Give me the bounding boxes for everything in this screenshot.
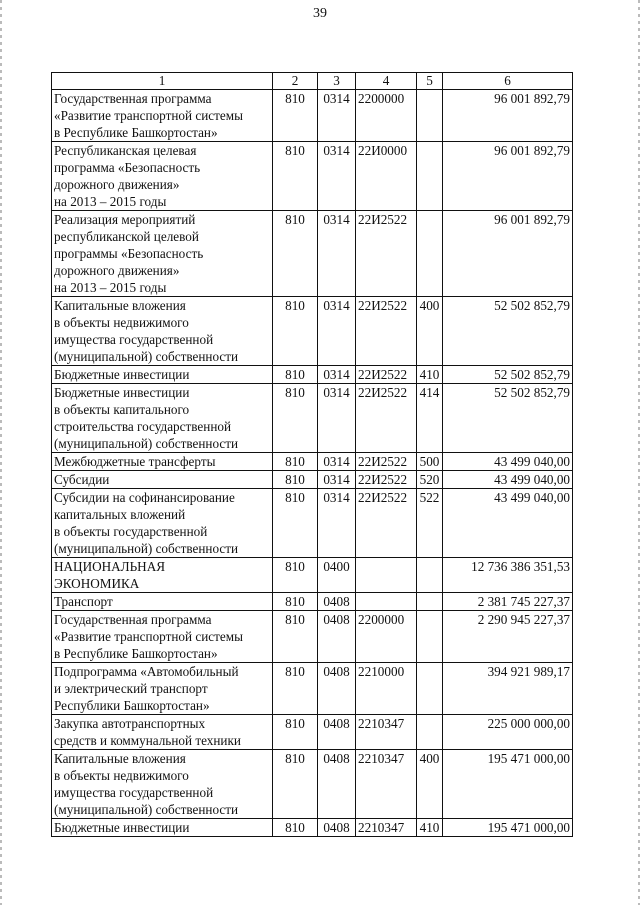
row-name-line: имущества государственной (54, 785, 214, 800)
row-name (52, 142, 273, 211)
col-6-amount: 43 499 040,00 (443, 453, 573, 471)
col-2-code: 810 (273, 558, 318, 593)
col-4-target (356, 558, 417, 593)
col-6-amount: 12 736 386 351,53 (443, 558, 573, 593)
col-5-type: 520 (417, 471, 443, 489)
table-row (52, 366, 573, 384)
row-name-line: в объекты недвижимого (54, 315, 189, 330)
col-2-code: 810 (273, 366, 318, 384)
col-6-amount: 96 001 892,79 (443, 211, 573, 297)
col-5-type: 400 (417, 750, 443, 819)
row-name-line: на 2013 – 2015 годы (54, 280, 167, 295)
col-4-target: 22И2522 (356, 453, 417, 471)
col-5-type: 414 (417, 384, 443, 453)
col-5-type (417, 90, 443, 142)
col-5-type (417, 142, 443, 211)
col-3-section: 0314 (318, 366, 356, 384)
row-name (52, 90, 273, 142)
row-name-line: в Республике Башкортостан» (54, 646, 218, 661)
col-5-type (417, 558, 443, 593)
col-4-target: 2210347 (356, 750, 417, 819)
row-name (52, 453, 273, 471)
col-3-section: 0314 (318, 90, 356, 142)
row-name-line: капитальных вложений (54, 507, 186, 522)
col-3-section: 0408 (318, 593, 356, 611)
row-name-line: республиканской целевой (54, 229, 199, 244)
row-name-line: Закупка автотранспортных (54, 716, 206, 731)
table-row (52, 750, 573, 819)
row-name-line: Подпрограмма «Автомобильный (54, 664, 239, 679)
row-name (52, 715, 273, 750)
header-col-6: 6 (443, 73, 573, 90)
col-6-amount: 43 499 040,00 (443, 471, 573, 489)
col-2-code: 810 (273, 715, 318, 750)
left-scan-edge (0, 0, 2, 905)
row-name-line: в объекты государственной (54, 524, 208, 539)
table-row (52, 611, 573, 663)
row-name-line: Государственная программа (54, 91, 212, 106)
table-row (52, 453, 573, 471)
header-col-4: 4 (356, 73, 417, 90)
col-4-target: 22И0000 (356, 142, 417, 211)
col-5-type (417, 593, 443, 611)
row-name-line: на 2013 – 2015 годы (54, 194, 167, 209)
row-name-line: ЭКОНОМИКА (54, 576, 140, 591)
col-4-target: 2210347 (356, 819, 417, 837)
header-col-5: 5 (417, 73, 443, 90)
row-name (52, 366, 273, 384)
table-row (52, 142, 573, 211)
row-name-line: в Республике Башкортостан» (54, 125, 218, 140)
col-5-type (417, 611, 443, 663)
table-row (52, 715, 573, 750)
row-name (52, 211, 273, 297)
col-3-section: 0408 (318, 663, 356, 715)
col-5-type (417, 715, 443, 750)
col-4-target: 22И2522 (356, 366, 417, 384)
table-body (52, 90, 573, 837)
row-name-line: (муниципальной) собственности (54, 349, 239, 364)
col-6-amount: 2 290 945 227,37 (443, 611, 573, 663)
row-name-line: Межбюджетные трансферты (54, 454, 216, 469)
table-row (52, 297, 573, 366)
row-name-line: Капитальные вложения (54, 751, 186, 766)
col-6-amount: 195 471 000,00 (443, 819, 573, 837)
row-name (52, 558, 273, 593)
col-5-type: 410 (417, 366, 443, 384)
col-3-section: 0314 (318, 211, 356, 297)
row-name (52, 663, 273, 715)
row-name-line: программы «Безопасность (54, 246, 204, 261)
col-4-target: 22И2522 (356, 384, 417, 453)
table-row (52, 819, 573, 837)
col-2-code: 810 (273, 90, 318, 142)
table-row (52, 384, 573, 453)
col-6-amount: 2 381 745 227,37 (443, 593, 573, 611)
col-6-amount: 394 921 989,17 (443, 663, 573, 715)
row-name (52, 819, 273, 837)
col-6-amount: 195 471 000,00 (443, 750, 573, 819)
row-name-line: (муниципальной) собственности (54, 436, 239, 451)
col-3-section: 0408 (318, 819, 356, 837)
col-6-amount: 52 502 852,79 (443, 384, 573, 453)
col-3-section: 0314 (318, 297, 356, 366)
col-3-section: 0314 (318, 142, 356, 211)
table-row (52, 90, 573, 142)
col-4-target: 2200000 (356, 611, 417, 663)
col-2-code: 810 (273, 750, 318, 819)
row-name-line: дорожного движения» (54, 263, 180, 278)
col-4-target: 22И2522 (356, 489, 417, 558)
col-2-code: 810 (273, 211, 318, 297)
row-name (52, 384, 273, 453)
col-3-section: 0408 (318, 750, 356, 819)
col-6-amount: 52 502 852,79 (443, 366, 573, 384)
table-row (52, 211, 573, 297)
row-name-line: «Развитие транспортной системы (54, 629, 243, 644)
header-col-1: 1 (52, 73, 273, 90)
row-name-line: (муниципальной) собственности (54, 541, 239, 556)
table-row (52, 663, 573, 715)
row-name (52, 297, 273, 366)
row-name-line: (муниципальной) собственности (54, 802, 239, 817)
col-5-type (417, 211, 443, 297)
row-name-line: Бюджетные инвестиции (54, 385, 190, 400)
col-4-target: 2210347 (356, 715, 417, 750)
col-2-code: 810 (273, 611, 318, 663)
col-4-target (356, 593, 417, 611)
row-name-line: строительства государственной (54, 419, 232, 434)
row-name-line: имущества государственной (54, 332, 214, 347)
col-3-section: 0314 (318, 489, 356, 558)
col-6-amount: 52 502 852,79 (443, 297, 573, 366)
col-6-amount: 43 499 040,00 (443, 489, 573, 558)
row-name-line: в объекты недвижимого (54, 768, 189, 783)
col-4-target: 2210000 (356, 663, 417, 715)
row-name-line: Республиканская целевая (54, 143, 197, 158)
col-3-section: 0314 (318, 453, 356, 471)
row-name-line: Реализация мероприятий (54, 212, 196, 227)
row-name-line: программа «Безопасность (54, 160, 201, 175)
row-name-line: Субсидии (54, 472, 110, 487)
col-6-amount: 96 001 892,79 (443, 90, 573, 142)
col-3-section: 0408 (318, 611, 356, 663)
col-4-target: 22И2522 (356, 471, 417, 489)
table-row (52, 558, 573, 593)
header-col-2: 2 (273, 73, 318, 90)
col-5-type: 410 (417, 819, 443, 837)
row-name-line: в объекты капитального (54, 402, 190, 417)
row-name-line: НАЦИОНАЛЬНАЯ (54, 559, 166, 574)
col-3-section: 0314 (318, 384, 356, 453)
row-name-line: Транспорт (54, 594, 113, 609)
col-2-code: 810 (273, 142, 318, 211)
col-4-target: 22И2522 (356, 211, 417, 297)
page-number: 39 (313, 6, 327, 21)
table-row (52, 593, 573, 611)
row-name-line: Бюджетные инвестиции (54, 367, 190, 382)
col-5-type: 400 (417, 297, 443, 366)
row-name-line: Капитальные вложения (54, 298, 186, 313)
col-5-type (417, 663, 443, 715)
col-6-amount: 225 000 000,00 (443, 715, 573, 750)
col-3-section: 0408 (318, 715, 356, 750)
col-4-target: 2200000 (356, 90, 417, 142)
row-name-line: Субсидии на софинансирование (54, 490, 235, 505)
row-name (52, 611, 273, 663)
col-2-code: 810 (273, 297, 318, 366)
col-3-section: 0400 (318, 558, 356, 593)
header-col-3: 3 (318, 73, 356, 90)
table-header-row (52, 73, 573, 90)
col-2-code: 810 (273, 489, 318, 558)
col-2-code: 810 (273, 471, 318, 489)
col-2-code: 810 (273, 593, 318, 611)
col-2-code: 810 (273, 453, 318, 471)
table-row (52, 471, 573, 489)
row-name-line: Бюджетные инвестиции (54, 820, 190, 835)
row-name-line: и электрический транспорт (54, 681, 208, 696)
col-4-target: 22И2522 (356, 297, 417, 366)
col-5-type: 522 (417, 489, 443, 558)
col-2-code: 810 (273, 663, 318, 715)
col-2-code: 810 (273, 384, 318, 453)
row-name-line: «Развитие транспортной системы (54, 108, 243, 123)
table-row (52, 489, 573, 558)
row-name-line: средств и коммунальной техники (54, 733, 241, 748)
row-name (52, 750, 273, 819)
row-name-line: Республики Башкортостан» (54, 698, 210, 713)
row-name (52, 593, 273, 611)
row-name (52, 471, 273, 489)
col-3-section: 0314 (318, 471, 356, 489)
budget-table (51, 72, 573, 837)
col-2-code: 810 (273, 819, 318, 837)
row-name (52, 489, 273, 558)
col-6-amount: 96 001 892,79 (443, 142, 573, 211)
row-name-line: Государственная программа (54, 612, 212, 627)
col-5-type: 500 (417, 453, 443, 471)
row-name-line: дорожного движения» (54, 177, 180, 192)
